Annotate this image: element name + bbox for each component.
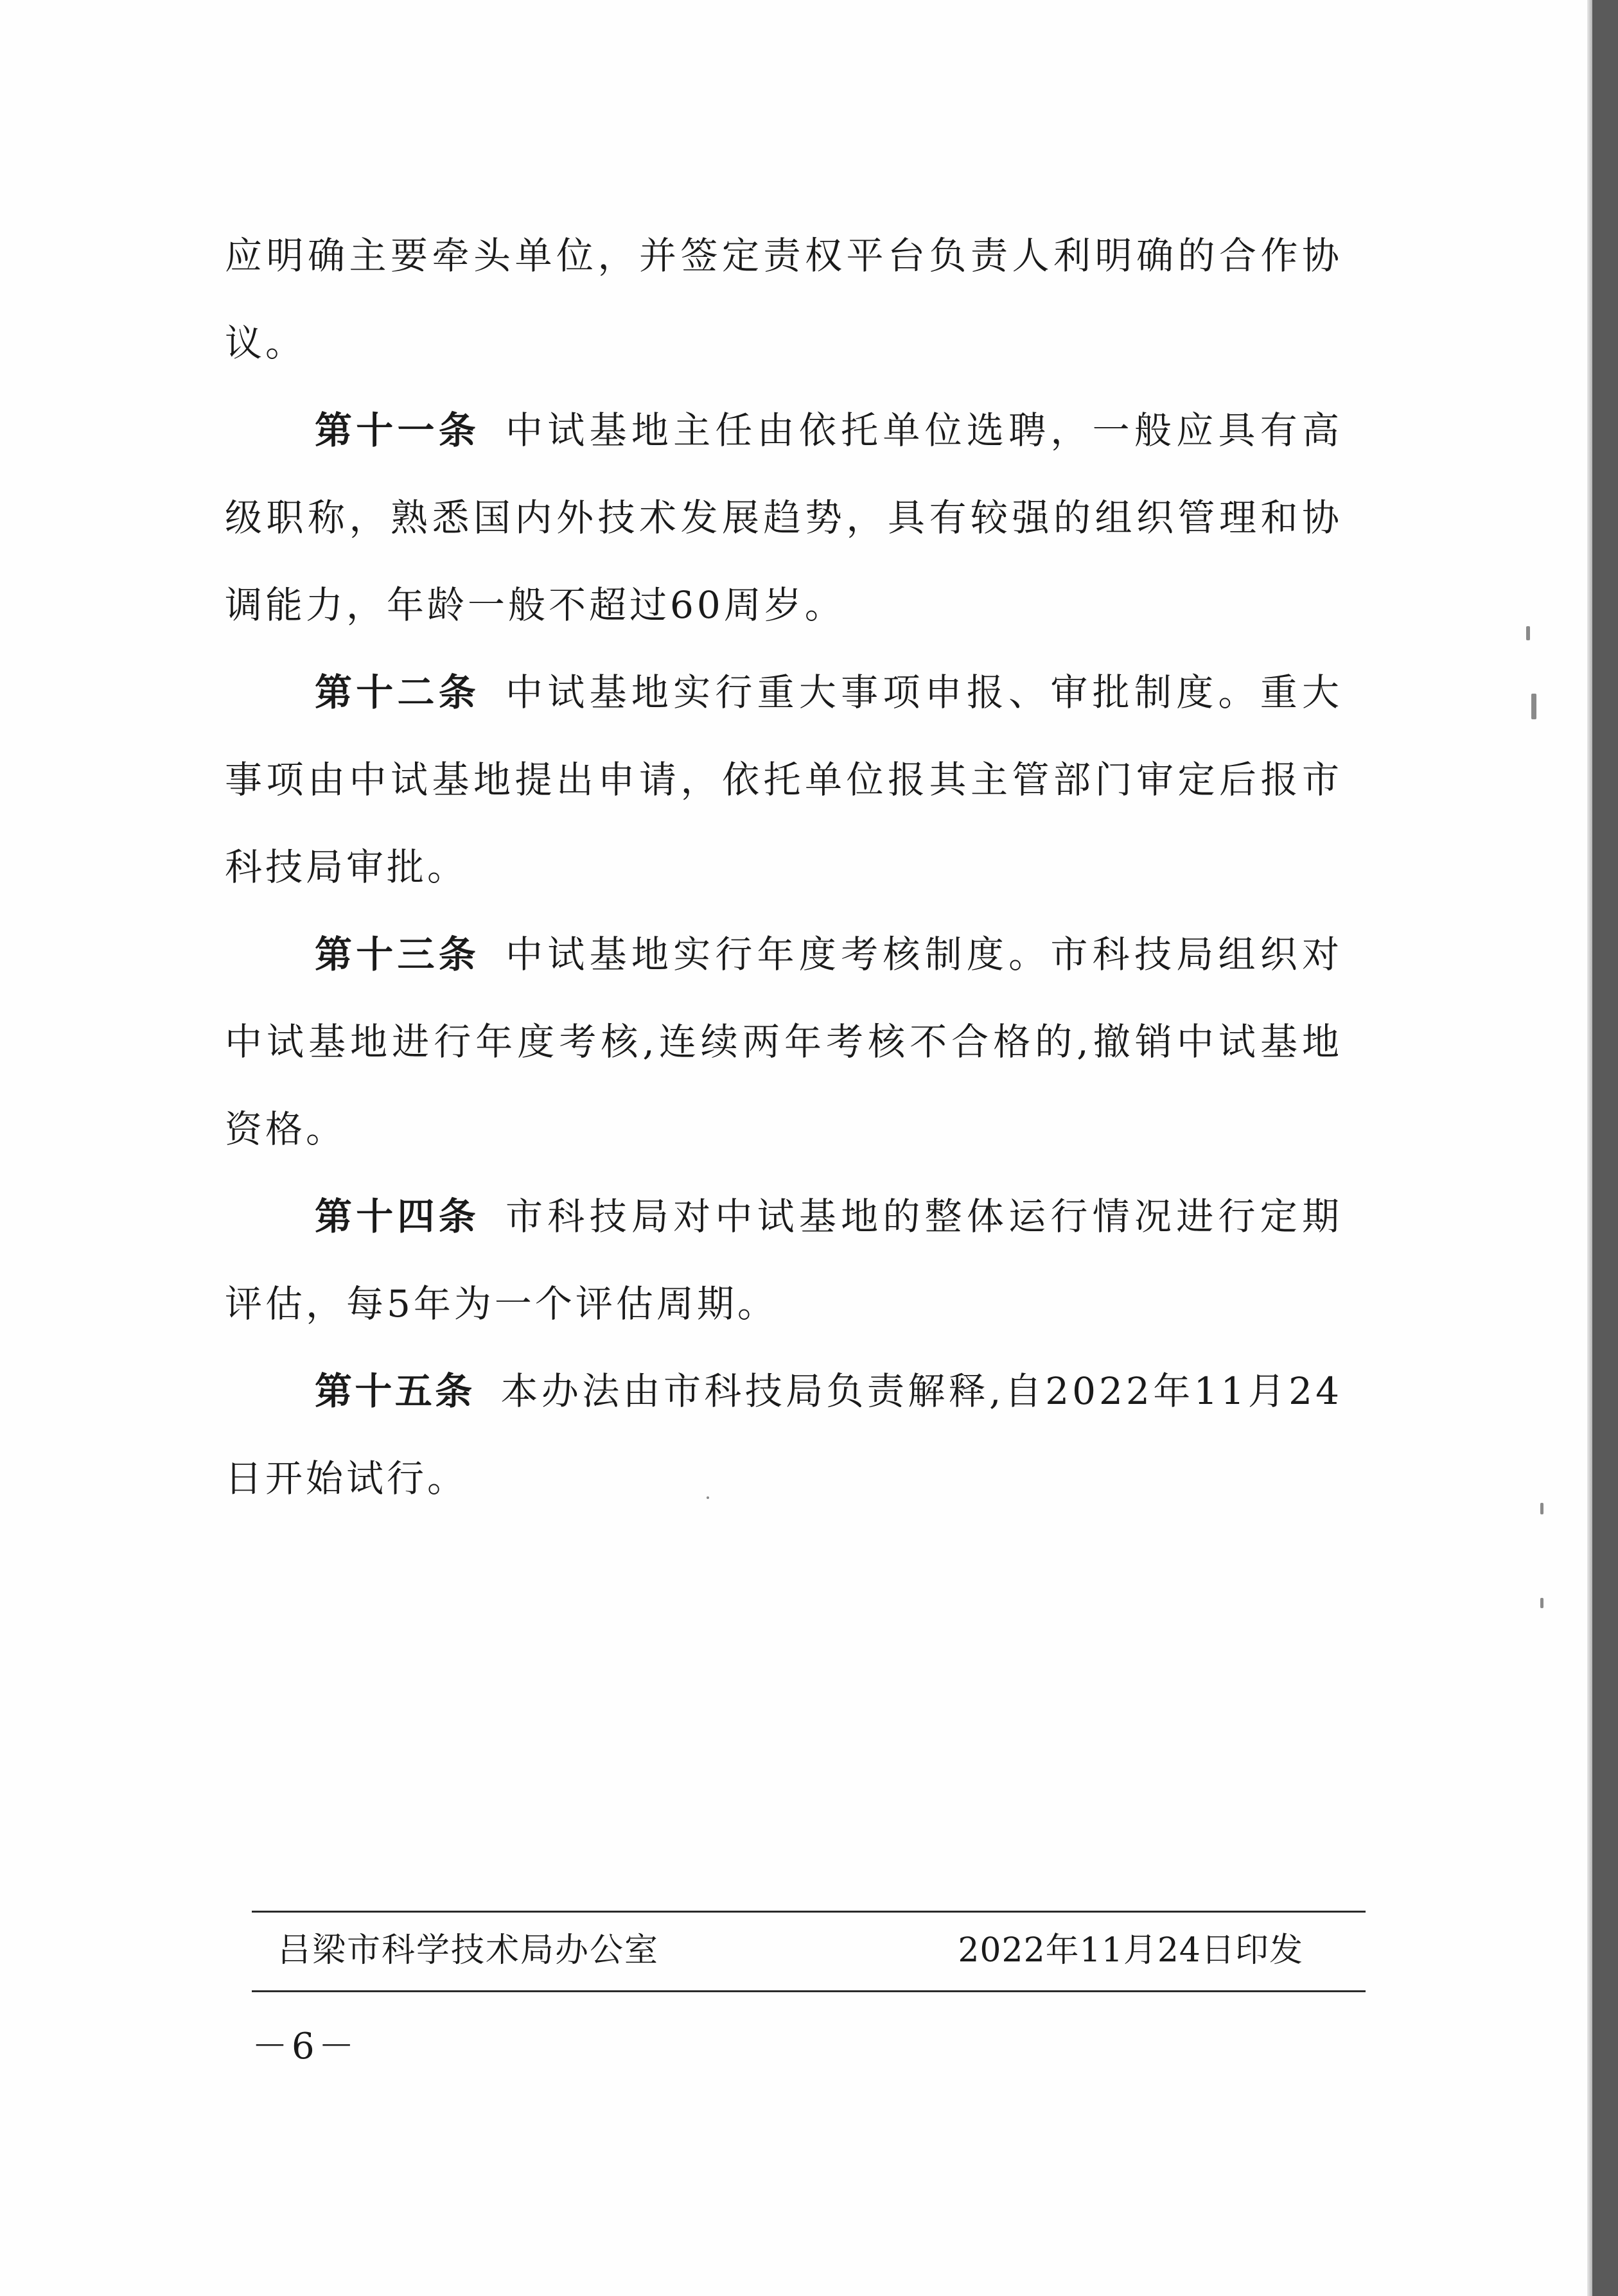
article-text: 市科技局对中试基地的整体运行情况进行定期评估，每5年为一个评估周期。 xyxy=(225,1195,1342,1326)
article-text: 中试基地主任由依托单位选聘，一般应具有高级职称，熟悉国内外技术发展趋势，具有较强的组织管理和协调能力，年龄一般不超过60周岁。 xyxy=(225,408,1342,627)
scan-speck xyxy=(1526,626,1530,640)
scan-edge-shadow xyxy=(1587,0,1592,2296)
footer-bottom-rule xyxy=(252,1990,1366,1992)
footer-top-rule xyxy=(252,1911,1366,1913)
paragraph-continuation xyxy=(225,212,1342,387)
article-text: 中试基地实行重大事项申报、审批制度。重大事项由中试基地提出申请，依托单位报其主管部门审定后报市科技局审批。 xyxy=(225,670,1342,889)
article-text: 中试基地实行年度考核制度。市科技局组织对中试基地进行年度考核,连续两年考核不合格的,撤销中试基地资格。 xyxy=(225,933,1342,1151)
footer-issue-date: 2022年11月24日印发 xyxy=(958,1931,1303,1970)
scan-edge xyxy=(1592,0,1618,2296)
scan-speck xyxy=(1540,1598,1543,1608)
page-number: －6－ xyxy=(252,2026,358,2067)
article-14 xyxy=(225,1173,1342,1347)
article-heading: 第十四条 xyxy=(315,1195,480,1238)
scan-speck xyxy=(707,1496,709,1499)
article-13 xyxy=(225,911,1342,1173)
paragraph-text: 应明确主要牵头单位，并签定责权平台负责人利明确的合作协议。 xyxy=(225,234,1342,365)
article-11 xyxy=(225,387,1342,649)
article-heading: 第十五条 xyxy=(315,1369,475,1413)
article-heading: 第十二条 xyxy=(315,670,480,714)
article-heading: 第十三条 xyxy=(315,933,480,976)
scan-speck xyxy=(1531,694,1536,719)
article-15 xyxy=(225,1347,1342,1522)
scan-speck xyxy=(1540,1503,1543,1514)
article-text: 本办法由市科技局负责解释,自2022年11月24日开始试行。 xyxy=(225,1369,1342,1500)
article-heading: 第十一条 xyxy=(315,408,480,452)
document-body xyxy=(225,212,1342,1522)
article-12 xyxy=(225,649,1342,911)
footer-issuer: 吕梁市科学技术局办公室 xyxy=(277,1931,660,1970)
